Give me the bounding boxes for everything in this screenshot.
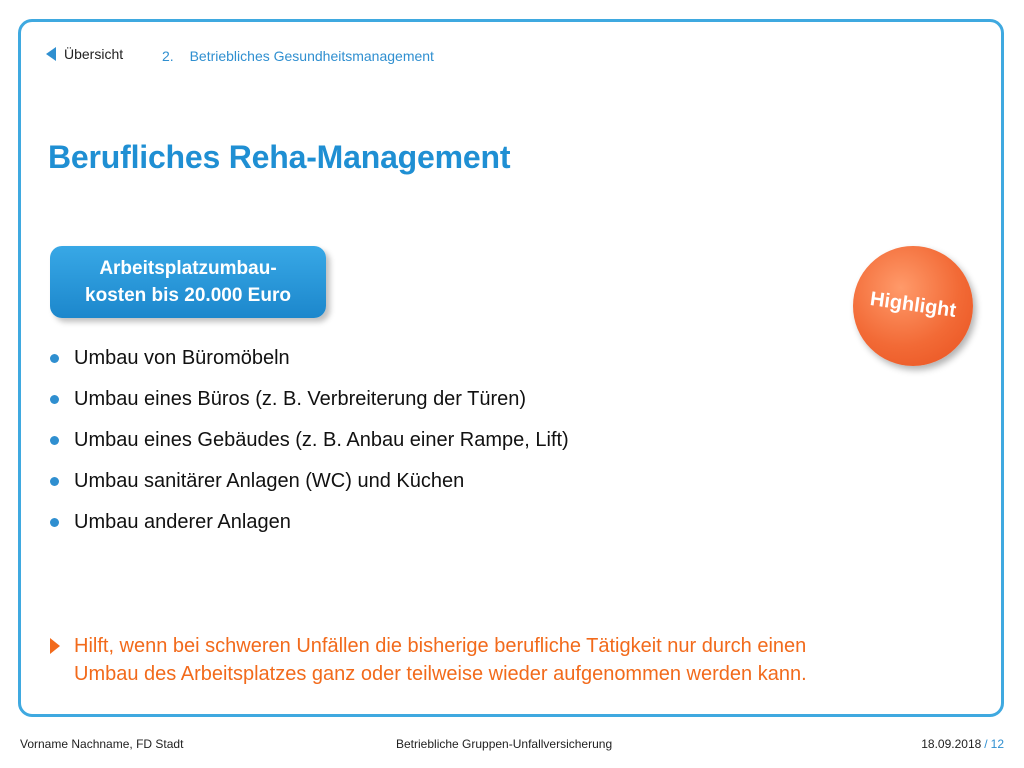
list-item-text: Umbau von Büromöbeln bbox=[74, 347, 290, 369]
note bbox=[48, 632, 978, 688]
list-item bbox=[50, 506, 569, 547]
list-item-text: Umbau eines Büros (z. B. Verbreiterung der Türen) bbox=[74, 388, 527, 410]
note-text bbox=[74, 632, 978, 688]
footer-date: 18.09.2018 bbox=[921, 737, 982, 751]
list-item bbox=[50, 424, 569, 465]
breadcrumb-label: Betriebliches Gesundheitsmanagement bbox=[189, 48, 434, 64]
breadcrumb-number: 2. bbox=[162, 48, 174, 64]
footer-page-info bbox=[921, 737, 1004, 751]
cost-tag-line1: Arbeitsplatzumbau- bbox=[99, 258, 277, 279]
bullet-dot-icon bbox=[50, 354, 59, 363]
cost-tag bbox=[50, 246, 326, 318]
triangle-right-icon bbox=[50, 638, 60, 654]
list-item-text: Umbau eines Gebäudes (z. B. Anbau einer Rampe, Lift) bbox=[74, 429, 569, 451]
overview-label: Übersicht bbox=[64, 46, 124, 62]
footer-separator: / bbox=[984, 737, 988, 751]
cost-tag-line2: kosten bis 20.000 Euro bbox=[85, 285, 291, 306]
list-item-text: Umbau sanitärer Anlagen (WC) und Küchen bbox=[74, 470, 465, 492]
overview-back-button[interactable] bbox=[46, 46, 123, 62]
list-item-text: Umbau anderer Anlagen bbox=[74, 511, 291, 533]
bullet-dot-icon bbox=[50, 436, 59, 445]
footer-page-number: 12 bbox=[990, 737, 1004, 751]
note-line2: Umbau des Arbeitsplatzes ganz oder teilweise wieder aufgenommen werden kann. bbox=[74, 663, 807, 685]
note-line1: Hilft, wenn bei schweren Unfällen die bisherige berufliche Tätigkeit nur durch einen bbox=[74, 635, 807, 657]
list-item bbox=[50, 465, 569, 506]
bullet-dot-icon bbox=[50, 518, 59, 527]
bullet-list bbox=[50, 342, 569, 547]
footer-title: Betriebliche Gruppen-Unfallversicherung bbox=[396, 737, 613, 751]
list-item bbox=[50, 383, 569, 424]
bullet-dot-icon bbox=[50, 477, 59, 486]
footer-author: Vorname Nachname, FD Stadt bbox=[20, 737, 184, 751]
breadcrumb[interactable] bbox=[162, 48, 434, 64]
bullet-dot-icon bbox=[50, 395, 59, 404]
triangle-left-icon bbox=[46, 47, 56, 61]
page-title: Berufliches Reha-Management bbox=[48, 139, 511, 175]
highlight-badge bbox=[853, 246, 973, 366]
highlight-label: Highlight bbox=[868, 288, 958, 322]
list-item bbox=[50, 342, 569, 383]
